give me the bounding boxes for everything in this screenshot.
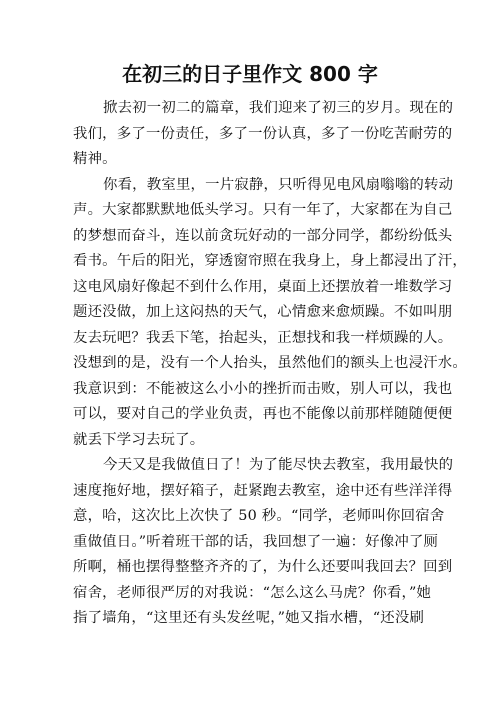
text-line: 我们，多了一份责任，多了一份认真，多了一份吃苦耐劳的 [73, 125, 453, 142]
text-line: 看书。午后的阳光，穿透窗帘照在我身上，身上都浸出了汗， [73, 253, 467, 269]
text-line: 今天又是我做值日了！为了能尽快去教室，我用最快的 [103, 457, 454, 473]
text-line: 指了墙角，“这里还有头发丝呢，”她又指水槽，“还没刷 [73, 610, 425, 626]
text-line: 速度拖好地，摆好箱子，赶紧跑去教室，途中还有些洋洋得 [73, 482, 453, 499]
text-line: 你看，教室里，一片寂静，只听得见电风扇嗡嗡的转动 [103, 176, 454, 193]
text-line: 所啊，桶也摆得整整齐齐的了，为什么还要叫我回去？回到 [73, 559, 453, 575]
text-line: 没想到的是，没有一个人抬头，虽然他们的额头上也浸汗水。 [73, 355, 467, 371]
text-line: 声。大家都默默地低头学习。只有一年了，大家都在为自己 [73, 202, 453, 218]
paragraph-3 [73, 453, 454, 632]
text-line: 友去玩吧？我丢下笔，抬起头，正想找和我一样烦躁的人。 [73, 329, 453, 346]
text-line: 这电风扇好像起不到什么作用，桌面上还摆放着一堆数学习 [73, 278, 453, 295]
text-line: 我意识到：不能被这么小小的挫折而击败，别人可以，我也 [73, 380, 453, 397]
text-line: 精神。 [73, 151, 117, 167]
text-line: 意，哈，这次比上次快了 50 秒。“同学，老师叫你回宿舍 [73, 508, 445, 524]
text-line: 掀去初一初二的篇章，我们迎来了初三的岁月。现在的 [103, 100, 454, 116]
essay-body [73, 96, 467, 632]
text-line: 就丢下学习去玩了。 [73, 431, 205, 448]
paragraph-1 [73, 96, 454, 173]
text-line: 题还没做，加上这闷热的天气，心情愈来愈烦躁。不如叫朋 [73, 304, 453, 320]
text-line: 重做值日。”听着班干部的话，我回想了一遍：好像冲了厕 [73, 533, 439, 550]
text-line: 宿舍，老师很严厉的对我说：“怎么这么马虎？你看，”她 [73, 584, 432, 601]
text-line: 可以，要对自己的学业负责，再也不能像以前那样随随便便 [73, 406, 453, 422]
text-line: 的梦想而奋斗，连以前贪玩好动的一部分同学，都纷纷低头 [73, 227, 453, 244]
paragraph-2 [73, 173, 467, 454]
essay-title: 在初三的日子里作文 800 字 [122, 62, 378, 86]
